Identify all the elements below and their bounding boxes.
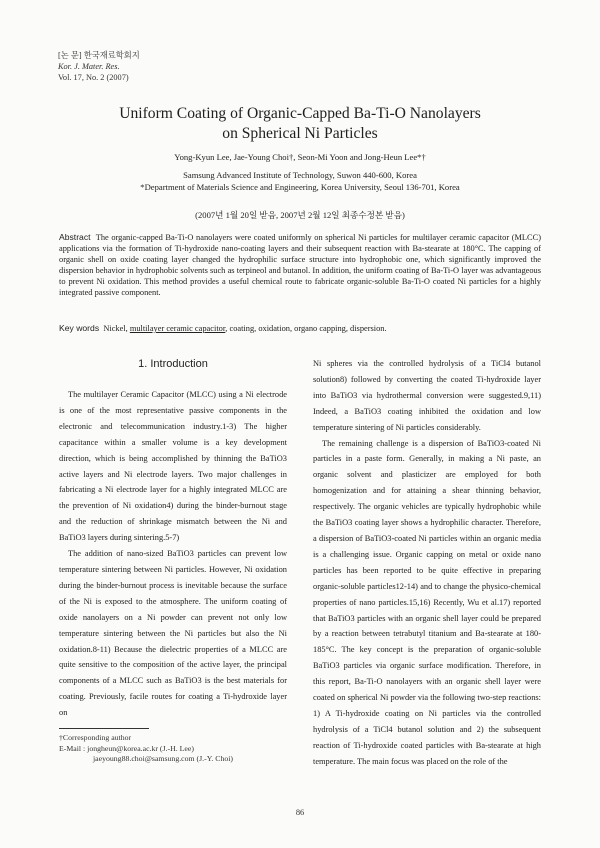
left-paragraph-1: The multilayer Ceramic Capacitor (MLCC) using a Ni electrode is one of the most representative passive components in the electronic and telecommunication industry.1-3) The higher capacitance within a smaller volume is a key development direction, which is being accomplished by thinning the BaTiO3 active layers and Ni electrode layers. Two major challenges in fabricating a Ni electrode layer for a highly integrated MLCC are the prevention of Ni oxidation4) during the binder-burnout stage and the reduction of shrinkage mismatch between the Ni and BaTiO3 layers during sintering.5-7) <box>59 390 287 543</box>
right-paragraph-2: The remaining challenge is a dispersion of BaTiO3-coated Ni particles in a paste form. Generally, in making a Ni paste, an organic solvent and plasticizer are employed for both homogenization and for attaining a shear thinning behavior, respectively. The organic vehicles are typically hydrophobic while the BaTiO3 coating layer shows a hydrophilic character. Therefore, a dispersion of BaTiO3-coated Ni particles within an organic media is a challenging issue. Organic capping on metal or oxide nano particles has been reported to be quite effective in preparing organic-soluble particles12-14) and to change the physico-chemical properties of nano particles.15,16) Recently, Wu et al.17) reported that BaTiO3 particles with an organic shell layer could be prepared by a reaction between tetrabutyl titanium and Ba-stearate at 180-185°C. The key concept is the preparation of organic-soluble BaTiO3 particles via organic surface modification. Therefore, in this report, Ba-Ti-O nanolayers with an organic shell layer were coated on spherical Ni powder via the following two-step reactions: 1) A Ti-hydroxide coating on Ni particles via the controlled hydrolysis of a TiCl4 butanol solution and 2) the subsequent reaction of Ti-hydroxide coated particles with Ba-stearate at high temperature. The main focus was placed on the role of the <box>313 438 541 766</box>
journal-name-korean: [논 문] 한국재료학회지 <box>58 51 140 60</box>
keywords <box>59 323 541 333</box>
page-number: 86 <box>295 808 305 817</box>
footnote <box>59 733 233 765</box>
footnote-corresponding: †Corresponding author <box>59 733 132 742</box>
affiliations <box>40 169 560 193</box>
footnote-email-2: jaeyoung88.choi@samsung.com (J.-Y. Choi) <box>93 754 234 764</box>
received-dates: (2007년 1월 20일 받음, 2007년 2월 12일 최종수정본 받음) <box>195 210 405 220</box>
abstract <box>59 232 541 299</box>
authors: Yong-Kyun Lee, Jae-Young Choi†, Seon-Mi Yoon and Jong-Heun Lee*† <box>174 152 426 162</box>
affiliation-2: *Department of Materials Science and Engineering, Korea University, Seoul 136-701, Korea <box>140 182 460 192</box>
keywords-pre: Nickel, <box>103 324 130 333</box>
affiliation-1: Samsung Advanced Institute of Technology, Suwon 440-600, Korea <box>183 170 417 180</box>
right-paragraph-1: Ni spheres via the controlled hydrolysis of a TiCl4 butanol solution8) followed by converting the coated Ti-hydroxide layer into BaTiO3 via hydrothermal conversion were suggested.9,11) Indeed, a BaTiO3 coating inhibited the oxidation and low temperature sintering of Ni particles considerably. <box>313 359 541 432</box>
title-line-2: on Spherical Ni Particles <box>222 125 378 142</box>
title-line-1: Uniform Coating of Organic-Capped Ba-Ti-O Nanolayers <box>119 105 481 122</box>
section-heading: 1. Introduction <box>138 358 208 370</box>
footnote-divider <box>59 728 149 729</box>
journal-volume: Vol. 17, No. 2 (2007) <box>58 73 129 82</box>
keywords-label: Key words <box>59 323 100 333</box>
paper-title <box>40 104 560 144</box>
left-column <box>59 355 287 721</box>
left-paragraph-2: The addition of nano-sized BaTiO3 particles can prevent low temperature sintering between Ni particles. However, Ni oxidation during the binder-burnout process is inevitable because the surface of the Ni is exposed to the atmosphere. The uniform coating of oxide nanolayers on a Ni powder can prevent not only low temperature sintering between the Ni particles but also the Ni oxidation.8-11) Because the dielectric properties of a MLCC are quite sensitive to the composition of the active layer, the principal components of a MLCC such as BaTiO3 is the best materials for coating. Previously, facile routes for coating a Ti-hydroxide layer on <box>59 549 287 718</box>
keywords-underlined: multilayer ceramic capacitor <box>129 324 226 333</box>
right-column <box>313 356 541 770</box>
journal-name-english: Kor. J. Mater. Res. <box>58 62 120 71</box>
keywords-post: , coating, oxidation, organo capping, dispersion. <box>225 324 387 333</box>
footnote-email-1: E-Mail : jongheun@korea.ac.kr (J.-H. Lee) <box>59 743 194 753</box>
abstract-text: The organic-capped Ba-Ti-O nanolayers were coated uniformly on spherical Ni particles for multilayer ceramic capacitor (MLCC) applications via the formation of Ti-hydroxide nano-coating layers and their subsequent reaction with Ba-stearate at 180°C. The capping of organic shell on oxide coating layer changed the hydrophilic surface structure into hydrophobic one, which significantly improved the dispersion behavior in hydrophobic solvents such as terpineol and butanol. In addition, the uniform coating of Ba-Ti-O layer was advantageous to prevent Ni oxidation. This method provides a useful chemical route to fabricate organic-soluble Ba-Ti-O coated Ni particles for a highly integrated passive component. <box>59 233 542 298</box>
abstract-label: Abstract <box>59 232 91 242</box>
journal-header <box>58 50 140 83</box>
